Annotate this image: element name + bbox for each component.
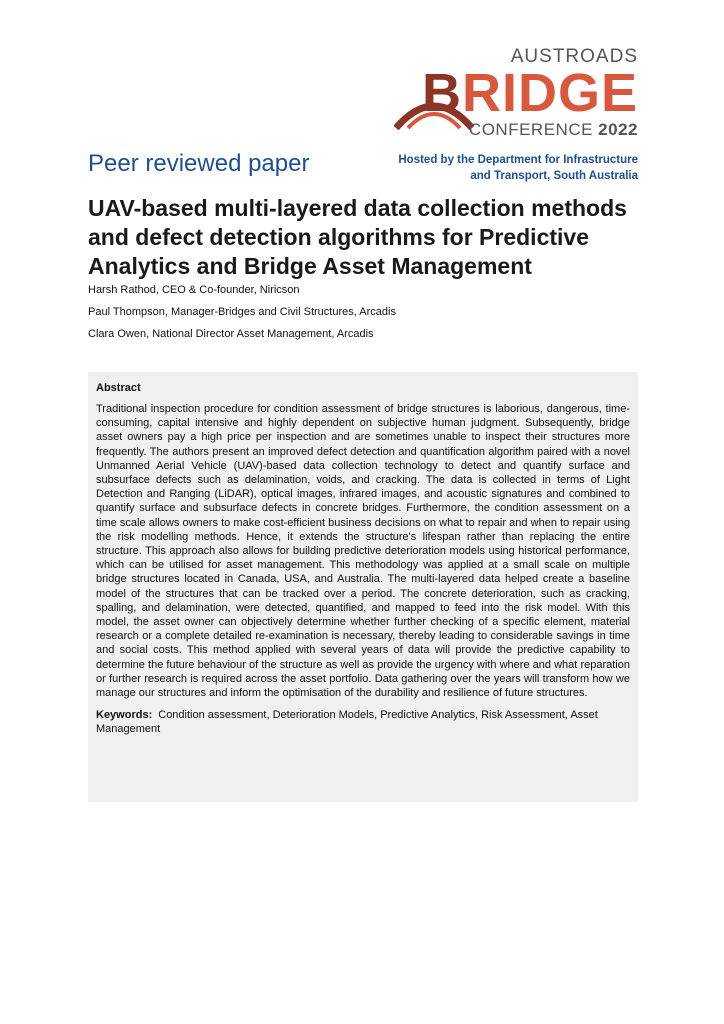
abstract-heading: Abstract	[96, 382, 141, 394]
logo-austroads-text: AUSTROADS	[510, 46, 638, 67]
peer-reviewed-label: Peer reviewed paper	[88, 150, 310, 177]
logo-conference-word: CONFERENCE	[468, 120, 593, 139]
author-line: Harsh Rathod, CEO & Co-founder, Niricson	[88, 284, 300, 296]
hosted-line-2: and Transport, South Australia	[470, 170, 638, 182]
keywords-line	[96, 708, 630, 736]
paper-title: UAV-based multi-layered data collection methods and defect detection algorithms for Predictive Analytics and Bridge Asset Management	[88, 195, 627, 279]
logo-bridge-text	[421, 63, 638, 123]
logo-bridge-rest: RIDGE	[461, 63, 638, 123]
logo-year: 2022	[598, 120, 638, 139]
author-list	[88, 284, 648, 350]
keywords-text: Condition assessment, Deterioration Models, Predictive Analytics, Risk Assessment, Asset Management	[96, 709, 598, 736]
author-line: Paul Thompson, Manager-Bridges and Civil Structures, Arcadis	[88, 306, 396, 318]
conference-logo	[392, 46, 638, 142]
keywords-label: Keywords:	[96, 709, 153, 722]
hosted-line-1: Hosted by the Department for Infrastructure	[398, 154, 638, 166]
logo-bridge-b: B	[421, 63, 462, 123]
hosted-by-text	[378, 152, 638, 184]
abstract-body: Traditional inspection procedure for condition assessment of bridge structures is laborious, dangerous, time-consuming, capital intensive and highly dependent on subjective human judgment. Subsequently, bridge asset owners pay a high price per inspection and are sometimes unable to inspect their structures more frequently. The authors present an improved defect detection and quantification algorithm paired with a novel Unmanned Aerial Vehicle (UAV)-based data collection technology to detect and quantify surface and subsurface defects such as delamination, voids, and cracking. The data is collected in terms of Light Detection and Ranging (LiDAR), optical images, infrared images, and acoustic signatures and combined to quantify surface and subsurface defects in concrete bridges. Furthermore, the condition assessment on a time scale allows owners to make cost-efficient business decisions on what to repair and when to repair using the risk modelling methods. Hence, it extends the structure's lifespan rather than replacing the entire structure. This approach also allows for building predictive deterioration models using historical performance, which can be utilised for asset management. This methodology was applied at a small scale on multiple bridge structures located in Canada, USA, and Australia. The multi-layered data helped create a baseline model of the structures that can be tracked over a period. The concrete deterioration, such as cracking, spalling, and delamination, were detected, quantified, and mapped to feed into the risk model. With this model, the asset owner can objectively determine whether further checking of a specific element, material research or a complete detailed re-examination is necessary, thereby leading to considerable savings in time and social costs. This method applied with several years of data will provide the predictive capability to determine the future behaviour of the structure as well as provide the urgency with where and what reparation or further research is required across the asset portfolio. Data gathering over the years will transform how we manage our structures and inform the optimisation of the durability and resilience of future structures.	[96, 403, 630, 700]
logo-conference-text	[469, 120, 638, 140]
author-line: Clara Owen, National Director Asset Management, Arcadis	[88, 328, 374, 340]
abstract-section	[88, 372, 638, 802]
